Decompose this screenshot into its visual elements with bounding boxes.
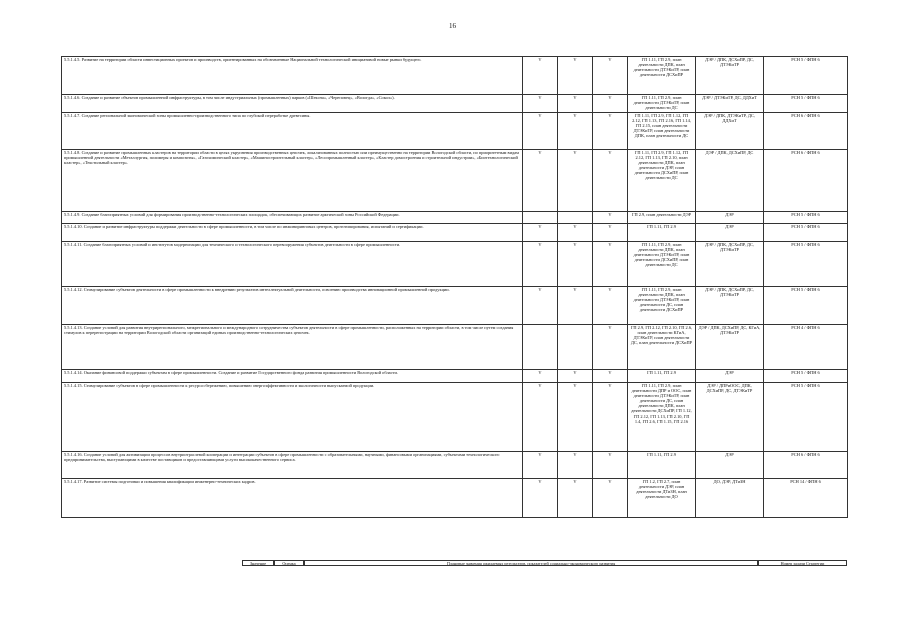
check-mark-2: V	[558, 57, 593, 95]
check-mark-2: V	[558, 224, 593, 242]
source-programs: ГП 1.11, ГП 2.9, план деятельности ДПК, план деятельности ДТЭКиТР, план деятельности ДСХиПР, план деятельности ДС	[628, 242, 696, 287]
table-row	[62, 452, 848, 479]
measure-description: 5.5.1.4.5. Развитие на территории области инвестиционных проектов и производств, ориентированных на обозначенные Национальной технологической инициативой новые рынки будущего.	[62, 57, 523, 95]
source-programs: ГП 1.11, ГП 2.9	[628, 224, 696, 242]
footer-planned-values-label: Плановые значения ожидаемых результатов, показателей социально-экономического развития	[304, 560, 758, 566]
check-mark-3: V	[593, 95, 628, 113]
responsible-executors: ДЭР / ДПК, ДСХиПР, ДС, КГиА, ДТЭКиТР	[696, 325, 764, 370]
check-mark-1: V	[523, 242, 558, 287]
check-mark-2: V	[558, 95, 593, 113]
measure-description: 5.5.1.4.11. Создание благоприятных условий и институтов модернизации для технического и технологического перевооружения субъектов деятельности в сфере промышленности.	[62, 242, 523, 287]
measure-description: 5.5.1.4.14. Оказание финансовой поддержки субъектам в сфере промышленности. Создание и развитие Государственного фонда развития промышленности Вологодской области.	[62, 370, 523, 383]
table-body	[62, 57, 848, 518]
check-mark-1: V	[523, 150, 558, 212]
strategy-task-number: РСН 6 / ФПН 6	[764, 150, 848, 212]
page-number: 16	[449, 22, 456, 30]
measure-description: 5.5.1.4.9. Создание благоприятных условий для формирования производственно-технологических площадок, обеспечивающих развитие арктической зоны Российской Федерации.	[62, 212, 523, 224]
check-mark-1: V	[523, 479, 558, 518]
strategy-task-number: РСН 6 / ФПН 6	[764, 113, 848, 150]
responsible-executors: ДЭР / ДПК, ДСХиПР, ДС	[696, 150, 764, 212]
measure-description: 5.5.1.4.12. Стимулирование субъектов деятельности в сфере промышленности к внедрению результатов интеллектуальной деятельности, освоению производства инновационной промышленной продукции.	[62, 287, 523, 325]
check-mark-1: V	[523, 95, 558, 113]
check-mark-3: V	[593, 452, 628, 479]
measure-description: 5.5.1.4.7. Создание региональной экономической зоны промышленно-производственного типа по глубокой переработке древесины.	[62, 113, 523, 150]
table-row	[62, 212, 848, 224]
responsible-executors: ДЭР	[696, 452, 764, 479]
check-mark-2	[558, 325, 593, 370]
check-mark-2: V	[558, 287, 593, 325]
check-mark-1: V	[523, 113, 558, 150]
measure-description: 5.5.1.4.8. Создание и развитие промышленных кластеров на территории области в целях укрупнения производственных цепочек, локализованных полностью или преимущественно на территории Вологодской области, по приоритетным видам промышленной деятельности «Металлургия, полимеры и композиты», «Газохимический кластер», «Машиностроительный кластер», «Лесопромышленный кластер», «Кластер домостроения и строительной индустрии», «Биотехнологический кластер», «Текстильный кластер».	[62, 150, 523, 212]
source-programs: ГП 1.11, ГП 2.9, план деятельности ДПК, план деятельности ДТЭКиТР, план деятельности ДСХиПР	[628, 57, 696, 95]
measure-description: 5.5.1.4.6. Создание и развитие объектов промышленной инфраструктуры, в том числе индустриальных (промышленных) парков («Шексна», «Череповец», «Вологда», «Сокол»).	[62, 95, 523, 113]
measure-description: 5.5.1.4.13. Создание условий для развития внутрирегионального, межрегионального и международного сотрудничества субъектов деятельности в сфере промышленности, расположенных на территории области, в том числе путем создания стимулов к перерегистрации на территории Вологодской области организаций единых производственно-технологических цепочек.	[62, 325, 523, 370]
table-row	[62, 383, 848, 452]
table-row	[62, 242, 848, 287]
responsible-executors: ДЭР / ДТЭКиТР, ДС, ДДХиТ	[696, 95, 764, 113]
table-row	[62, 95, 848, 113]
strategy-task-number: РСН 5 / ФПН 6	[764, 212, 848, 224]
check-mark-1	[523, 212, 558, 224]
check-mark-2: V	[558, 479, 593, 518]
strategy-task-number: РСН 5 / ФПН 6	[764, 242, 848, 287]
check-mark-2: V	[558, 370, 593, 383]
responsible-executors: ДО, ДЭР, ДТиЗН	[696, 479, 764, 518]
check-mark-2: V	[558, 383, 593, 452]
check-mark-3: V	[593, 224, 628, 242]
check-mark-3: V	[593, 287, 628, 325]
measure-description: 5.5.1.4.16. Создание условий для активизации процессов внутриотраслевой кооперации и интеграции субъектов в сфере промышленности с образовательными, научными, финансовыми организациями, субъектами технологического предпринимательства, выступающими в качестве поставщиков и предоставляющими услуги высококачественного сервиса.	[62, 452, 523, 479]
source-programs: ГП 1.2, ГП 2.7, план деятельности ДЭР, план деятельности ДТиЗН, план деятельности ДО	[628, 479, 696, 518]
strategy-task-number: РСН 5 / ФПН 6	[764, 224, 848, 242]
measure-description: 5.5.1.4.10. Создание и развитие инфраструктуры поддержки деятельности в сфере промышленности, в том числе по инжиниринговых центров, прототипирования, испытаний и сертификации.	[62, 224, 523, 242]
table-row	[62, 57, 848, 95]
source-programs: ГП 2.9, ГП 2.12, ГП 2.10, ГП 2.6, план деятельности КГиА, ДТЭКиТР, план деятельности ДС, план деятельности ДСХиПР	[628, 325, 696, 370]
strategy-task-number: РСН 5 / ФПН 6	[764, 370, 848, 383]
source-programs: ГП 1.11, ГП 2.9, ГП 1.12, ГП 2.12, ГП 1.13, ГП 2.10, план деятельности ДПК, план деятельности ДЭР, план деятельности ДСХиПР, план деятельности ДС	[628, 150, 696, 212]
check-mark-3: V	[593, 242, 628, 287]
check-mark-1: V	[523, 57, 558, 95]
strategy-task-number: РСН 5 / ФПН 6	[764, 383, 848, 452]
strategy-task-number: РСН 4 / ФПН 6	[764, 325, 848, 370]
strategy-task-number: РСН 5 / ФПН 6	[764, 57, 848, 95]
source-programs: ГП 2.9, план деятельности ДЭР	[628, 212, 696, 224]
strategy-task-number: РСН 5 / ФПН 6	[764, 95, 848, 113]
table-row	[62, 113, 848, 150]
check-mark-1	[523, 325, 558, 370]
check-mark-2: V	[558, 113, 593, 150]
check-mark-2: V	[558, 150, 593, 212]
source-programs: ГП 1.11, ГП 2.9, план деятельности ДПК, план деятельности ДТЭКиТР, план деятельности ДС, план деятельности ДСХиПР	[628, 287, 696, 325]
strategy-task-number: РСН 6 / ФПН 6	[764, 452, 848, 479]
source-programs: ГП 1.11, ГП 2.9	[628, 452, 696, 479]
table-row	[62, 370, 848, 383]
responsible-executors: ДЭР / ДПК, ДСХиПР, ДС, ДТЭКиТР	[696, 287, 764, 325]
check-mark-3: V	[593, 57, 628, 95]
check-mark-3: V	[593, 212, 628, 224]
check-mark-1: V	[523, 287, 558, 325]
footer-assessment-label: Оценка	[274, 560, 304, 566]
responsible-executors: ДЭР	[696, 370, 764, 383]
source-programs: ГП 1.11, ГП 2.9	[628, 370, 696, 383]
table-row	[62, 479, 848, 518]
source-programs: ГП 1.11, ГП 2.9, ГП 1.12, ГП 2.12, ГП 1.13, ГП 2.16, ГП 1.14, ГП 2.15, план деятельности ДТЭКиТР, план деятельности ДПК, план деятельности ДС	[628, 113, 696, 150]
check-mark-2: V	[558, 452, 593, 479]
check-mark-3: V	[593, 325, 628, 370]
check-mark-1: V	[523, 383, 558, 452]
responsible-executors: ДЭР	[696, 224, 764, 242]
measure-description: 5.5.1.4.15. Стимулирование субъектов в сфере промышленности к ресурсосбережению, повышению энергоэффективности и экологичности выпускаемой продукции.	[62, 383, 523, 452]
footer-value-label: Значение	[242, 560, 274, 566]
strategy-task-number: РСН 5 / ФПН 6	[764, 287, 848, 325]
responsible-executors: ДЭР / ДПК, ДСХиПР, ДС, ДТЭКиТР	[696, 57, 764, 95]
responsible-executors: ДЭР	[696, 212, 764, 224]
check-mark-1: V	[523, 452, 558, 479]
strategy-task-number: РСН 14 / ФПН 6	[764, 479, 848, 518]
footer-row	[61, 560, 847, 566]
responsible-executors: ДЭР / ДПК, ДСХиПР, ДС, ДТЭКиТР	[696, 242, 764, 287]
check-mark-3: V	[593, 113, 628, 150]
source-programs: ГП 1.11, ГП 2.9, план деятельности ДТЭКиТР, план деятельности ДС	[628, 95, 696, 113]
check-mark-1: V	[523, 224, 558, 242]
strategy-table	[61, 56, 848, 518]
measure-description: 5.5.1.4.17. Развитие системы подготовки и повышения квалификации инженерно-технических кадров.	[62, 479, 523, 518]
responsible-executors: ДЭР / ДПК, ДТЭКиТР, ДС, ДДХиТ	[696, 113, 764, 150]
check-mark-3: V	[593, 479, 628, 518]
table-row	[62, 287, 848, 325]
check-mark-2: V	[558, 242, 593, 287]
check-mark-1: V	[523, 370, 558, 383]
check-mark-3: V	[593, 383, 628, 452]
table-row	[62, 224, 848, 242]
footer-task-number-label: Номер задачи Стратегии	[758, 560, 847, 566]
check-mark-2	[558, 212, 593, 224]
check-mark-3: V	[593, 370, 628, 383]
table-row	[62, 325, 848, 370]
table-row	[62, 150, 848, 212]
check-mark-3: V	[593, 150, 628, 212]
source-programs: ГП 1.11, ГП 2.9, план деятельности ДПР и ООС, план деятельности ДТЭКиТР, план деятельности ДС, план деятельности ДПК, план деятельности ДСХиПР, ГП 1.12, ГП 2.12, ГП 1.13, ГП 2.10, ГП 1.4, ГП 2.6, ГП 1.15, ГП 2.16	[628, 383, 696, 452]
responsible-executors: ДЭР / ДПРиООС, ДПК, ДСХиПР, ДС, ДТЭКиТР	[696, 383, 764, 452]
